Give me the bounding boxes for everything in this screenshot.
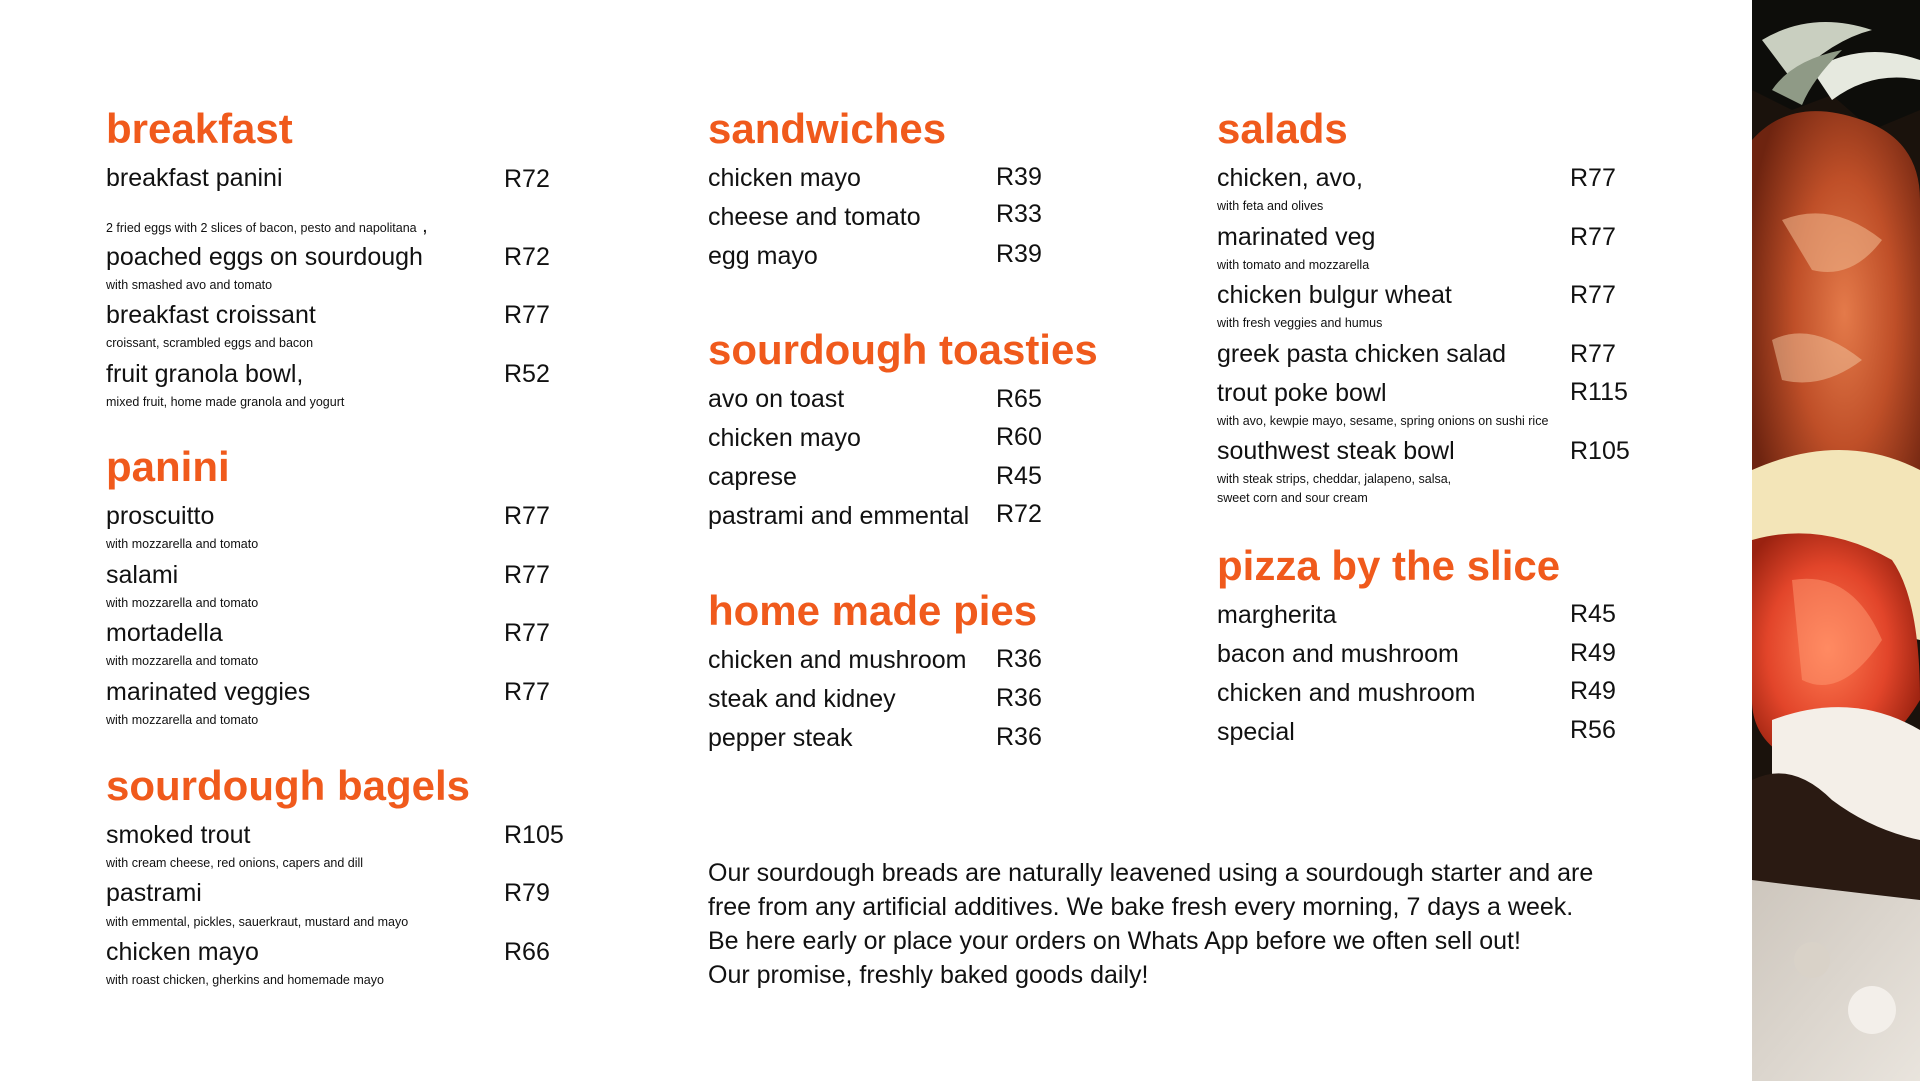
item-description: with smashed avo and tomato (106, 278, 273, 292)
item-price: R77 (1570, 340, 1616, 368)
item-price: R39 (996, 163, 1042, 191)
section-title-panini: panini (106, 443, 230, 490)
item-price: R72 (504, 165, 550, 193)
item-name: smoked trout (106, 821, 251, 849)
item-name: breakfast panini (106, 164, 283, 192)
item-name: caprese (708, 463, 797, 491)
item-price: R45 (996, 462, 1042, 490)
item-description: with steak strips, cheddar, jalapeno, salsa, (1217, 472, 1452, 486)
item-price: R36 (996, 645, 1042, 673)
item-name: breakfast croissant (106, 301, 316, 329)
item-description: with mozzarella and tomato (106, 713, 259, 727)
item-description-text: 2 fried eggs with 2 slices of bacon, pesto and napolitana (106, 221, 417, 235)
section-title-sourdough-toasties: sourdough toasties (708, 326, 1098, 373)
item-price: R56 (1570, 716, 1616, 744)
item-name: chicken bulgur wheat (1217, 281, 1452, 309)
item-description: mixed fruit, home made granola and yogurt (106, 395, 345, 409)
food-photo (1752, 0, 1920, 1081)
item-description-comma: , (416, 215, 428, 237)
item-name: chicken mayo (106, 938, 259, 966)
item-description: with cream cheese, red onions, capers and dill (106, 856, 364, 870)
item-name: greek pasta chicken salad (1217, 340, 1507, 368)
item-price: R77 (1570, 223, 1616, 251)
item-name: chicken mayo (708, 164, 861, 192)
item-name: bacon and mushroom (1217, 640, 1459, 668)
item-price: R79 (504, 879, 550, 907)
item-name: salami (106, 561, 179, 589)
item-price: R49 (1570, 639, 1616, 667)
item-name: cheese and tomato (708, 203, 921, 231)
item-price: R77 (504, 301, 550, 329)
item-price: R60 (996, 423, 1042, 451)
item-name: marinated veg (1217, 223, 1376, 251)
item-price: R45 (1570, 600, 1616, 628)
item-price: R105 (504, 821, 564, 849)
item-description: with roast chicken, gherkins and homemade mayo (106, 973, 384, 987)
item-price: R115 (1570, 378, 1628, 406)
item-price: R49 (1570, 677, 1616, 705)
section-title-pizza-by-the-slice: pizza by the slice (1217, 542, 1561, 589)
item-description: with mozzarella and tomato (106, 596, 259, 610)
item-name: special (1217, 718, 1295, 746)
item-name: marinated veggies (106, 678, 311, 706)
item-description: with mozzarella and tomato (106, 537, 259, 551)
sourdough-note (708, 856, 1593, 992)
item-name: poached eggs on sourdough (106, 243, 423, 271)
section-title-salads: salads (1217, 105, 1348, 152)
item-name: mortadella (106, 619, 223, 647)
item-price: R36 (996, 684, 1042, 712)
item-description: with feta and olives (1217, 199, 1324, 213)
note-line: Our promise, freshly baked goods daily! (708, 961, 1149, 989)
item-price: R66 (504, 938, 550, 966)
item-name: southwest steak bowl (1217, 437, 1455, 465)
note-line: Be here early or place your orders on Whats App before we often sell out! (708, 927, 1521, 955)
item-name: fruit granola bowl, (106, 360, 304, 388)
item-description: with avo, kewpie mayo, sesame, spring onions on sushi rice (1217, 414, 1549, 428)
item-name: chicken mayo (708, 424, 861, 452)
item-price: R77 (504, 561, 550, 589)
item-price: R105 (1570, 437, 1630, 465)
section-title-sourdough-bagels: sourdough bagels (106, 762, 471, 809)
item-name: egg mayo (708, 242, 818, 270)
item-description (106, 216, 428, 236)
note-line: Our sourdough breads are naturally leavened using a sourdough starter and are (708, 859, 1594, 887)
food-photo-image (1752, 0, 1920, 1081)
item-price: R77 (504, 502, 550, 530)
item-price: R65 (996, 385, 1042, 413)
item-price: R39 (996, 240, 1042, 268)
item-name: avo on toast (708, 385, 845, 413)
item-name: pastrami and emmental (708, 502, 970, 530)
item-description: sweet corn and sour cream (1217, 491, 1368, 505)
item-description: croissant, scrambled eggs and bacon (106, 336, 314, 350)
item-name: pastrami (106, 879, 202, 907)
note-line: free from any artificial additives. We bake fresh every morning, 7 days a week. (708, 893, 1574, 921)
item-name: steak and kidney (708, 685, 896, 713)
item-name: chicken and mushroom (708, 646, 967, 674)
item-price: R33 (996, 200, 1042, 228)
item-price: R72 (996, 500, 1042, 528)
section-title-breakfast: breakfast (106, 105, 293, 152)
item-name: proscuitto (106, 502, 215, 530)
item-price: R77 (504, 619, 550, 647)
item-price: R77 (1570, 164, 1616, 192)
item-description: with emmental, pickles, sauerkraut, mustard and mayo (106, 915, 409, 929)
item-name: pepper steak (708, 724, 853, 752)
item-description: with mozzarella and tomato (106, 654, 259, 668)
item-price: R36 (996, 723, 1042, 751)
item-price: R72 (504, 243, 550, 271)
item-description: with tomato and mozzarella (1217, 258, 1370, 272)
item-name: chicken, avo, (1217, 164, 1363, 192)
section-title-sandwiches: sandwiches (708, 105, 947, 152)
item-name: trout poke bowl (1217, 379, 1387, 407)
item-price: R52 (504, 360, 550, 388)
item-name: chicken and mushroom (1217, 679, 1476, 707)
item-price: R77 (1570, 281, 1616, 309)
item-name: margherita (1217, 601, 1337, 629)
item-description: with fresh veggies and humus (1217, 316, 1383, 330)
section-title-home-made-pies: home made pies (708, 587, 1038, 634)
item-price: R77 (504, 678, 550, 706)
